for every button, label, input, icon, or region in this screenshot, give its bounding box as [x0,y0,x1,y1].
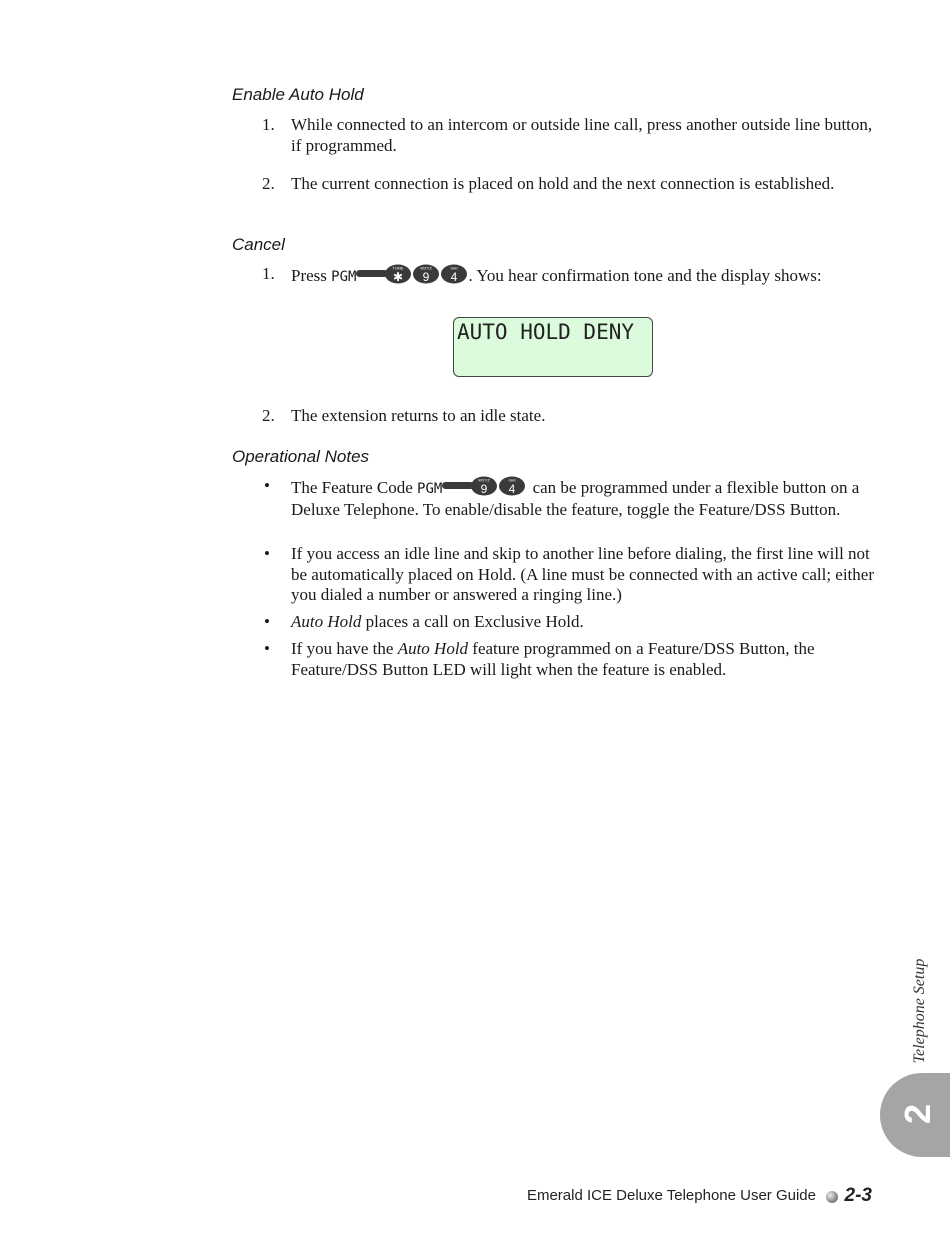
key-digit: 4 [509,482,516,496]
note-part-b: feature programmed on a Feature/DSS Button, the Feature/DSS Button LED will light when the feature is enabled. [291,639,815,679]
pgm-label: PGM [331,269,357,285]
confirmation-text: . You hear confirmation tone and the display shows: [468,266,822,285]
step-number: 2. [262,174,275,193]
step-number: 2. [262,406,275,425]
page-footer [470,1185,872,1207]
keypad-key-icon [441,265,467,285]
bullet-marker: • [264,544,270,563]
heading-cancel: Cancel [232,235,285,254]
keypad-key-icon [499,477,525,497]
key-letters: TONE [392,265,404,271]
bullet-marker: • [264,639,270,658]
note-suffix: can be programmed under a flexible button on a Deluxe Telephone. To enable/disable the feature, toggle the Feature/DSS Button. [291,478,860,519]
keypad-key-icon [385,265,411,285]
page-number: 2-3 [844,1185,872,1206]
key-letters: GHI [508,477,516,483]
key-digit: 9 [423,270,430,284]
key-letters: GHI [450,265,459,271]
note-text [291,476,876,520]
note-rest: places a call on Exclusive Hold. [361,612,584,631]
step-text [291,264,873,288]
guide-title: Emerald ICE Deluxe Telephone User Guide [526,1187,816,1204]
keypad-sequence-icon [442,476,528,496]
note-text [291,639,876,680]
note-part-a: If you have the [291,639,398,658]
note-text [291,612,876,633]
keypad-key-icon [413,265,439,285]
key-letters: WXYZ [420,265,433,271]
note-text: If you access an idle line and skip to another line before dialing, the first line will not be automatically placed on Hold. (A line must be connected with an active call; either you dialed a number or answered a ringing line.) [291,544,874,604]
bullet-ball-icon [826,1191,838,1203]
heading-enable-auto-hold: Enable Auto Hold [232,85,364,104]
keypad-key-icon [471,477,497,497]
step-number: 1. [262,264,275,283]
feature-name: Auto Hold [397,639,469,658]
step-number: 1. [262,115,275,134]
step-text: The extension returns to an idle state. [291,406,546,425]
key-letters: WXYZ [478,477,491,483]
key-digit: 9 [481,482,488,496]
lcd-display-text: AUTO HOLD DENY [457,320,635,344]
key-digit: 4 [451,270,458,284]
key-digit: ✱ [393,270,404,284]
step-text: While connected to an intercom or outside line call, press another outside line button, if programmed. [291,115,873,155]
heading-operational-notes: Operational Notes [232,447,370,466]
lcd-display [453,317,653,377]
chapter-number: 2 [897,1103,938,1125]
feature-name: Auto Hold [291,612,362,631]
keypad-sequence-icon [356,264,468,284]
chapter-label: Telephone Setup [911,958,928,1064]
press-label: Press [291,266,327,285]
pgm-bar [356,270,388,277]
step-text: The current connection is placed on hold and the next connection is established. [291,174,835,193]
pgm-label: PGM [417,481,443,497]
note-prefix: The Feature Code [291,478,413,497]
pgm-bar [442,482,474,489]
bullet-marker: • [264,476,270,495]
bullet-marker: • [264,612,270,631]
